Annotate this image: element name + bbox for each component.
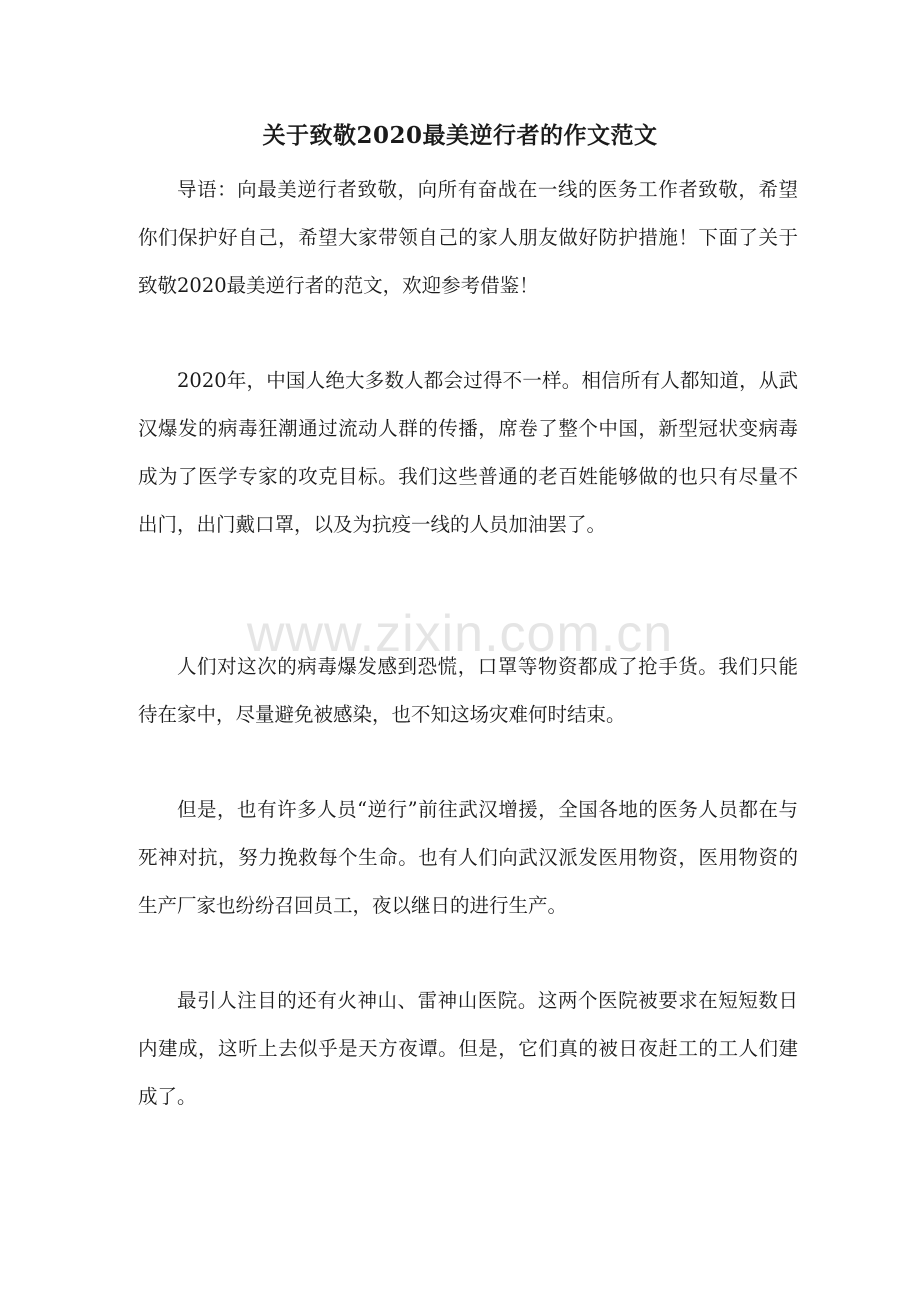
paragraph-hospitals: 最引人注目的还有火神山、雷神山医院。这两个医院被要求在短短数日内建成，这听上去似乎是天方夜谭。但是，它们真的被日夜赶工的工人们建成了。 — [138, 989, 798, 1108]
paragraph-panic: 人们对这次的病毒爆发感到恐慌，口罩等物资都成了抢手货。我们只能待在家中，尽量避免被感染，也不知这场灾难何时结束。 — [138, 655, 798, 726]
watermark: www.zixin.com.cn — [246, 605, 674, 663]
paragraph-intro: 导语：向最美逆行者致敬，向所有奋战在一线的医务工作者致敬，希望你们保护好自己，希望大家带领自己的家人朋友做好防护措施！下面了关于致敬2020最美逆行者的范文，欢迎参考借鉴！ — [138, 178, 798, 297]
document-title: 关于致敬2020最美逆行者的作文范文 — [262, 122, 658, 149]
paragraph-retrograde: 但是，也有许多人员“逆行”前往武汉增援，全国各地的医务人员都在与死神对抗，努力挽救每个生命。也有人们向武汉派发医用物资，医用物资的生产厂家也纷纷召回员工，夜以继日的进行生产。 — [138, 798, 798, 917]
paragraph-2020: 2020年，中国人绝大多数人都会过得不一样。相信所有人都知道，从武汉爆发的病毒狂潮通过流动人群的传播，席卷了整个中国，新型冠状变病毒成为了医学专家的攻克目标。我们这些普通的老百姓能够做的也只有尽量不出门，出门戴口罩，以及为抗疫一线的人员加油罢了。 — [138, 369, 798, 536]
